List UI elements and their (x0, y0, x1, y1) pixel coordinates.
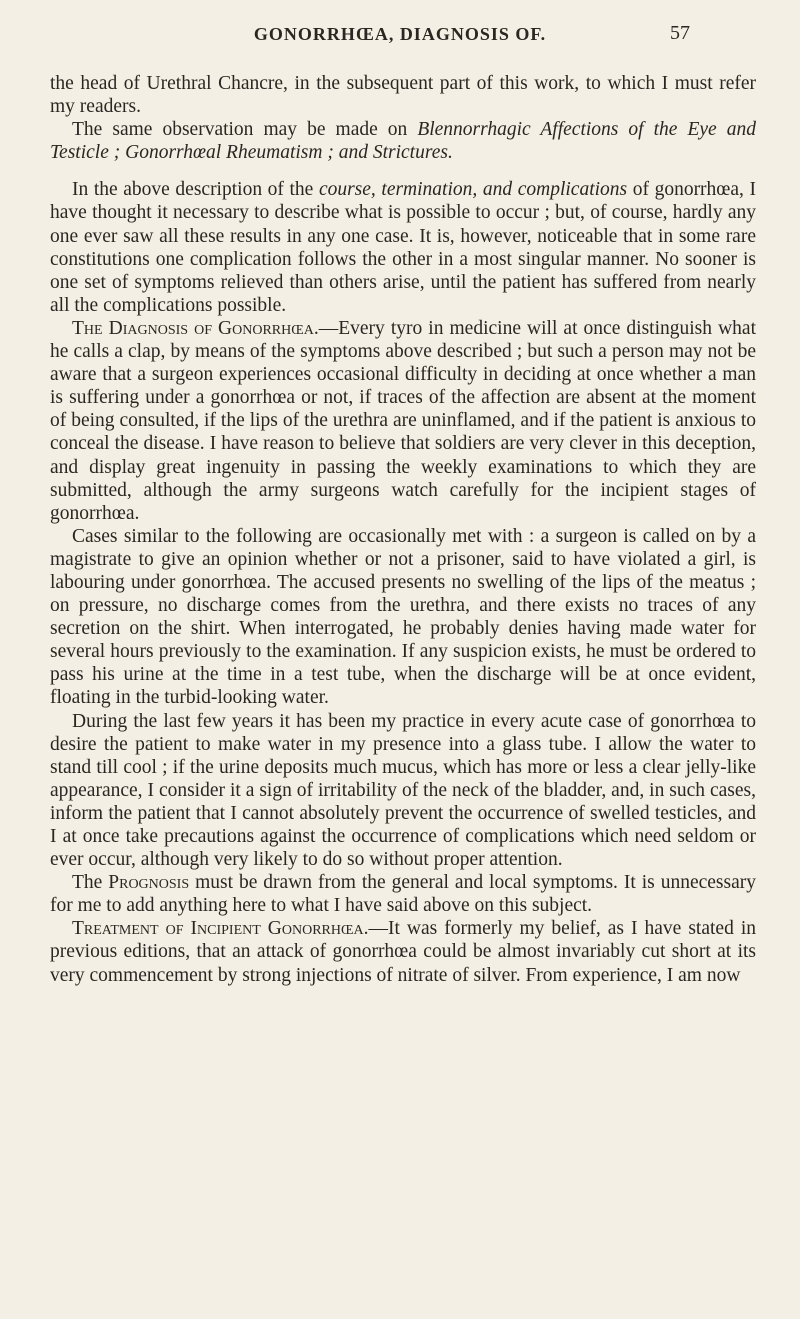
text-segment: Cases similar to the following are occasionally met with : a surgeon is called on by a magistrate to give an opinion whether or not a prisoner, said to have violated a girl, is labouring under gonorrhœa. The accused presents no swelling of the lips of the meatus ; on pressure, no discharge comes from the urethra, and there exists no traces of any secretion on the shirt. When interrogated, he probably denies having made water for several hours previously to the examination. If any suspicion exists, he must be ordered to pass his urine at the time in a test tube, when the discharge will be at once evident, floating in the turbid-looking water. (50, 525, 756, 709)
text-segment: —It was formerly my belief, as I have stated in previous editions, that an attack of gonorrhœa could be almost invariably cut short at its very commencement by strong injections of nitrate of silver. From experience, I am now (50, 918, 757, 986)
text-segment: must be drawn from the general and local symptoms. It is unnecessary for me to add anything here to what I have said above on this subject. (50, 872, 756, 917)
section-heading: The Diagnosis of Gonorrhœa. (72, 317, 319, 339)
text-segment: the head of Urethral Chancre, in the subsequent part of this work, to which I must refer my readers. (50, 73, 756, 118)
paragraph-treatment (50, 917, 756, 986)
page-number: 57 (670, 22, 690, 44)
paragraph-same-observation (50, 118, 756, 164)
paragraph-prognosis (50, 871, 756, 917)
italic-segment: Blennorrhagic Affections of the Eye and Testicle ; Gonorrhœal Rheumatism ; and Strictures. (50, 119, 756, 164)
text-segment: The (72, 872, 109, 894)
body-text (50, 72, 756, 987)
italic-segment: course, termination, and complications (318, 179, 628, 201)
page-header (0, 20, 800, 50)
text-segment: During the last few years it has been my practice in every acute case of gonorrhœa to desire the patient to make water in my presence into a glass tube. I allow the water to stand till cool ; if the urine deposits much mucus, which has more or less a clear jelly-like appearance, I consider it a sign of irritability of the neck of the bladder, and, in such cases, inform the patient that I cannot absolutely prevent the occurrence of swelled testicles, and I at once take precautions against the occurrence of complications which need seldom or ever occur, although very likely to do so without proper attention. (50, 710, 756, 871)
paragraph-cases (50, 525, 756, 710)
paragraph-complications (50, 178, 756, 317)
running-title: GONORRHŒA, DIAGNOSIS OF. (253, 24, 547, 44)
section-heading: Prognosis (108, 872, 190, 894)
paragraph-practice (50, 710, 756, 872)
paragraph-continuation (50, 72, 756, 118)
text-segment: In the above description of the (72, 179, 319, 201)
text-segment: The same observation may be made on (72, 119, 418, 141)
text-segment: of gonorrhœa, I have thought it necessary to describe what is possible to occur ; but, of course, hardly any one ever saw all these results in any one case. It is, however, noticeable that in some rare constitutions one complication follows the other in a most singular manner. No sooner is one set of symptoms relieved than others arise, until the patient has suffered from nearly all the complications possible. (50, 179, 757, 316)
section-heading: Treatment of Incipient Gonorrhœa. (72, 918, 369, 940)
text-segment: —Every tyro in medicine will at once distinguish what he calls a clap, by means of the symptoms above described ; but such a person may not be aware that a surgeon experiences occasional difficulty in deciding at once whether a man is suffering under a gonorrhœa or not, if traces of the affection are absent at the moment of being consulted, if the lips of the urethra are uninflamed, and if the patient is anxious to conceal the disease. I have reason to believe that soldiers are very clever in this deception, and display great ingenuity in passing the weekly examinations to which they are submitted, although the army surgeons watch carefully for the incipient stages of gonorrhœa. (50, 317, 756, 524)
paragraph-diagnosis (50, 317, 756, 525)
